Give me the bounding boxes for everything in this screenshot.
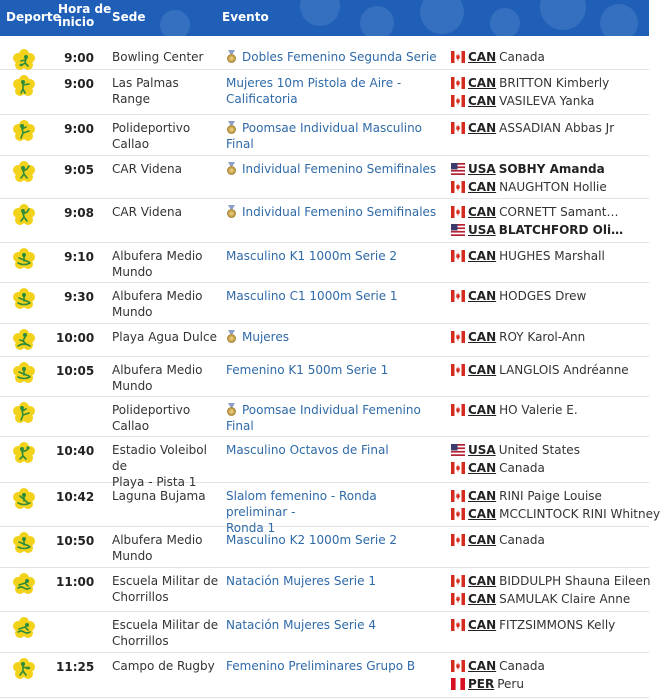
header-hora [58,3,111,29]
event-link[interactable] [226,573,441,589]
event-link[interactable] [226,362,441,378]
participant[interactable] [451,459,643,477]
participant-name[interactable]: United States [498,443,580,457]
participants [451,247,643,265]
participant-name[interactable]: SAMULAK Claire Anne [499,592,631,606]
participants [451,531,643,549]
venue-line: Campo de Rugby [112,659,215,673]
event-link[interactable] [226,288,441,304]
event-link[interactable] [226,442,441,458]
event-text: Slalom femenino - Ronda preliminar - [226,489,377,519]
event-link[interactable] [226,120,441,152]
header-hora-line2: inicio [58,15,95,29]
event-line [226,120,441,152]
event-line [226,573,441,589]
country-code[interactable]: CAN [468,574,497,588]
flag-can-icon [451,403,465,415]
header-hora-line1: Hora de [58,2,112,16]
participants [451,657,643,693]
event-text: Poomsae Individual Femenino Final [226,403,421,433]
header-deporte: Deporte [6,10,61,24]
start-time: 10:50 [56,534,95,548]
country-code[interactable]: CAN [468,592,497,606]
rugby-icon [13,658,35,680]
start-time: 9:00 [64,77,94,91]
participant-name[interactable]: HUGHES Marshall [499,249,605,263]
participant-name[interactable]: LANGLOIS Andréanne [499,363,629,377]
venue [112,362,220,394]
country-code[interactable]: CAN [468,180,497,194]
flag-can-icon [451,363,465,375]
participant[interactable] [451,221,643,239]
event-line [226,91,441,107]
flag-can-icon [451,618,465,630]
table-row[interactable] [0,70,649,115]
flag-can-icon [451,507,465,519]
participant[interactable] [451,361,643,379]
country-code[interactable]: CAN [468,363,497,377]
medal-icon [226,205,237,218]
canoe-slalom-icon [13,488,35,510]
participants [451,401,643,419]
event-line [226,75,441,91]
start-time: 9:08 [64,206,94,220]
venue-line: Albufera Medio [112,249,203,263]
start-time: 9:05 [64,163,94,177]
venue [112,329,220,345]
canoe-icon [13,288,35,310]
header-evento: Evento [222,10,269,24]
canoe-icon [13,248,35,270]
participant-name[interactable]: VASILEVA Yanka [499,94,595,108]
taekwondo-icon [13,402,35,424]
venue-line: Las Palmas Range [112,76,179,106]
event-link[interactable] [226,402,441,434]
country-code[interactable]: CAN [468,289,497,303]
participants [451,48,643,66]
event-line [226,442,441,458]
venue-line: Playa Agua Dulce [112,330,217,344]
venue [112,204,220,220]
event-link[interactable] [226,204,441,220]
table-header [0,0,649,36]
event-text: Femenino Preliminares Grupo B [226,659,416,673]
venue [112,49,220,65]
venue-line: Mundo [112,305,153,319]
flag-can-icon [451,489,465,501]
table-row[interactable] [0,483,660,535]
participant-name[interactable]: NAUGHTON Hollie [499,180,607,194]
venue [112,288,220,320]
start-time: 9:10 [64,250,94,264]
participant-name[interactable]: BRITTON Kimberly [499,76,610,90]
event-line [226,658,441,674]
participants [451,160,643,196]
venue-line: Albufera Medio [112,289,203,303]
venue [112,488,220,504]
venue-line: Mundo [112,379,153,393]
country-code[interactable]: USA [468,162,496,176]
event-text: Masculino K1 1000m Serie 2 [226,249,398,263]
participant-name[interactable]: ROY Karol-Ann [499,330,586,344]
participant-name[interactable]: BLATCHFORD Oli… [498,223,624,237]
table-row[interactable] [0,437,649,489]
table-row[interactable] [0,115,649,156]
venue [112,402,220,434]
participant[interactable] [451,487,643,505]
participants [451,616,643,634]
flag-can-icon [451,461,465,473]
start-time: 10:40 [56,444,95,458]
participants [451,572,651,608]
table-row[interactable] [0,527,649,568]
venue [112,532,220,564]
table-row[interactable] [0,324,649,357]
country-code[interactable]: PER [468,677,495,691]
participant[interactable] [451,48,643,66]
participant-name[interactable]: Canada [499,461,545,475]
start-time: 10:00 [56,331,95,345]
event-link[interactable] [226,248,441,264]
venue-line: CAR Videna [112,162,182,176]
flag-can-icon [451,180,465,192]
event-link[interactable] [226,532,441,548]
flag-can-icon [451,94,465,106]
venue-line: Mundo [112,549,153,563]
flag-can-icon [451,249,465,261]
participant-name[interactable]: CORNETT Samant… [499,205,619,219]
event-text: Masculino Octavos de Final [226,443,389,457]
header-sede: Sede [112,10,146,24]
participant-name[interactable]: BIDDULPH Shauna Eileen [499,574,651,588]
country-code[interactable]: CAN [468,461,497,475]
event-line [226,329,441,345]
flag-can-icon [451,76,465,88]
flag-can-icon [451,574,465,586]
participant[interactable] [451,178,643,196]
medal-icon [226,50,237,63]
event-text: Individual Femenino Semifinales [242,162,437,176]
venue-line: Albufera Medio [112,533,203,547]
event-line [226,488,441,520]
venue-line: Estadio Voleibol de [112,443,207,473]
participant-name[interactable]: MCCLINTOCK RINI Whitney [499,507,660,521]
start-time: 9:00 [64,51,94,65]
participant[interactable] [451,616,643,634]
venue-line: Laguna Bujama [112,489,206,503]
venue-line: Playa - Pista 1 [112,475,197,489]
venue [112,161,220,177]
event-line [226,362,441,378]
venue-line: Callao [112,137,150,151]
venue [112,248,220,280]
country-code[interactable]: CAN [468,249,497,263]
event-text: Ronda 1 [226,521,276,535]
participant-name[interactable]: Canada [499,659,545,673]
venue-line: Bowling Center [112,50,204,64]
country-code[interactable]: CAN [468,507,497,521]
participants [451,441,643,477]
event-link[interactable] [226,658,441,674]
event-line [226,532,441,548]
country-code[interactable]: CAN [468,94,497,108]
medal-icon [226,121,237,134]
event-text: Mujeres 10m Pistola de Aire - [226,76,402,90]
table-row[interactable] [0,653,649,698]
start-time: 9:00 [64,122,94,136]
event-text: Femenino K1 500m Serie 1 [226,363,389,377]
taekwondo-icon [13,120,35,142]
venue-line: Chorrillos [112,590,169,604]
country-code[interactable]: CAN [468,659,497,673]
venue [112,75,220,107]
table-row[interactable] [0,357,649,397]
start-time: 9:30 [64,290,94,304]
event-text: Individual Femenino Semifinales [242,205,437,219]
event-link[interactable] [226,161,441,177]
venue-line: CAR Videna [112,205,182,219]
venue [112,120,220,152]
table-row[interactable] [0,568,649,612]
event-line [226,161,441,177]
country-code[interactable]: CAN [468,533,497,547]
event-text: Natación Mujeres Serie 4 [226,618,376,632]
participant-name[interactable]: HO Valerie E. [499,403,578,417]
squash-icon [13,204,35,226]
event-text: Dobles Femenino Segunda Serie [242,50,437,64]
participants [451,119,643,137]
participant[interactable] [451,203,643,221]
event-text: Masculino K2 1000m Serie 2 [226,533,398,547]
flag-can-icon [451,533,465,545]
table-row[interactable] [0,397,649,437]
medal-icon [226,162,237,175]
event-line [226,288,441,304]
shooting-icon [13,75,35,97]
country-code[interactable]: CAN [468,403,497,417]
participant[interactable] [451,247,643,265]
flag-can-icon [451,50,465,62]
participant-name[interactable]: RINI Paige Louise [499,489,602,503]
participant-name[interactable]: HODGES Drew [499,289,587,303]
participant-name[interactable]: Canada [499,533,545,547]
venue-line: Chorrillos [112,634,169,648]
venue-line: Mundo [112,265,153,279]
event-line [226,49,441,65]
venue [112,573,220,605]
event-link[interactable] [226,329,441,345]
participant[interactable] [451,74,643,92]
medal-icon [226,330,237,343]
country-code[interactable]: CAN [468,121,497,135]
participants [451,74,643,110]
event-link[interactable] [226,617,441,633]
medal-icon [226,403,237,416]
event-text: Mujeres [242,330,289,344]
canoe-icon [13,362,35,384]
table-row[interactable] [0,243,649,283]
event-line [226,248,441,264]
canoe-icon [13,532,35,554]
venue [112,658,220,674]
participant[interactable] [451,401,643,419]
venue-line: Albufera Medio [112,363,203,377]
start-time: 11:00 [56,575,95,589]
country-code[interactable]: CAN [468,50,497,64]
country-code[interactable]: CAN [468,618,497,632]
country-code[interactable]: CAN [468,489,497,503]
participant-name[interactable]: ASSADIAN Abbas Jr [499,121,615,135]
event-text: Natación Mujeres Serie 1 [226,574,376,588]
flag-can-icon [451,205,465,217]
participants [451,328,643,346]
participants [451,361,643,379]
event-line [226,617,441,633]
table-row[interactable] [0,612,649,653]
participant[interactable] [451,160,643,178]
flag-can-icon [451,659,465,671]
start-time: 10:42 [56,490,95,504]
start-time: 10:05 [56,364,95,378]
participant[interactable] [451,531,643,549]
country-code[interactable]: USA [468,443,496,457]
table-row[interactable] [0,156,649,199]
table-row[interactable] [0,36,649,70]
participant-name[interactable]: SOBHY Amanda [498,162,605,176]
swimming-icon [13,573,35,595]
flag-can-icon [451,121,465,133]
participant[interactable] [451,287,643,305]
participant[interactable] [451,572,651,590]
country-code[interactable]: USA [468,223,496,237]
venue-line: Callao [112,419,150,433]
flag-can-icon [451,330,465,342]
participant[interactable] [451,119,643,137]
venue-line: Polideportivo [112,403,191,417]
participant[interactable] [451,441,643,459]
flag-usa-icon [451,162,465,174]
venue [112,617,220,649]
participant-name[interactable]: Canada [499,50,545,64]
participant[interactable] [451,657,643,675]
table-row[interactable] [0,199,649,243]
country-code[interactable]: CAN [468,76,497,90]
participants [451,487,660,523]
flag-usa-icon [451,443,465,455]
participant[interactable] [451,92,643,110]
bowling-icon [13,49,35,71]
venue-line: Escuela Militar de [112,618,219,632]
squash-icon [13,161,35,183]
venue-line: Escuela Militar de [112,574,219,588]
surfing-icon [13,329,35,351]
participant[interactable] [451,675,643,693]
event-text: Poomsae Individual Masculino Final [226,121,423,151]
event-text: Calificatoria [226,92,298,106]
venue-line: Polideportivo [112,121,191,135]
table-row[interactable] [0,283,649,324]
table-body [0,36,660,698]
event-line [226,204,441,220]
swimming-icon [13,617,35,639]
country-code[interactable]: CAN [468,330,497,344]
start-time: 11:25 [56,660,95,674]
beach-volleyball-icon [13,442,35,464]
event-link[interactable] [226,49,441,65]
participants [451,203,643,239]
event-text: Masculino C1 1000m Serie 1 [226,289,398,303]
flag-can-icon [451,289,465,301]
flag-usa-icon [451,223,465,235]
participant[interactable] [451,505,660,523]
participants [451,287,643,305]
participant-name[interactable]: Peru [497,677,524,691]
event-line [226,402,441,434]
participant-name[interactable]: FITZSIMMONS Kelly [499,618,616,632]
country-code[interactable]: CAN [468,205,497,219]
event-link[interactable] [226,75,441,107]
flag-per-icon [451,677,465,689]
participant[interactable] [451,328,643,346]
participant[interactable] [451,590,643,608]
flag-can-icon [451,592,465,604]
